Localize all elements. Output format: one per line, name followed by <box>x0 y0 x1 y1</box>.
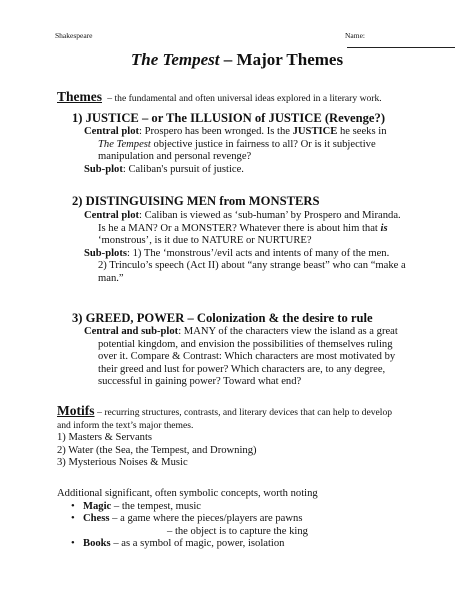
section2-sub-label: Sub-plots <box>84 247 127 259</box>
themes-definition <box>57 91 457 106</box>
themes-definition-text: – the fundamental and often universal ideas explored in a literary work. <box>107 93 382 104</box>
section3-heading: 3) GREED, POWER – Colonization & the desire to rule <box>72 311 373 325</box>
section3-central-label: Central and sub-plot <box>84 326 179 337</box>
section2-heading: 2) DISTINGUISING MEN from MONSTERS <box>72 194 320 208</box>
section3-line2: potential kingdom, and envision the possibilities of themselves ruling <box>98 338 393 350</box>
motifs-term: Motifs <box>57 403 95 418</box>
concept-chess-continued: – the object is to capture the king <box>167 525 308 537</box>
title-rest: – Major Themes <box>219 50 344 69</box>
section3-line1: Central and sub-plot: MANY of the characters view the island as a great <box>84 326 398 337</box>
section2-central-label: Central plot <box>84 210 140 221</box>
section1-central-line2: The Tempest objective justice in fairness to all? Or is it subjective <box>98 138 376 150</box>
name-blank-line <box>347 40 455 48</box>
motifs-block <box>57 405 462 470</box>
section2-body <box>84 210 464 286</box>
motif-item: 3) Mysterious Noises & Music <box>57 457 188 469</box>
section1-central-line1: Central plot: Prospero has been wronged. Is the JUSTICE he seeks in <box>84 126 387 137</box>
section2-central-line1: Central plot: Caliban is viewed as ‘sub-human’ by Prospero and Miranda. <box>84 210 401 221</box>
section2-central-line2: Is he a MAN? Or a MONSTER? Whatever there is about him that is <box>98 222 388 234</box>
name-field <box>345 31 455 50</box>
section1-central-label: Central plot <box>84 126 140 137</box>
page-header <box>55 31 444 43</box>
section1-body <box>84 126 464 176</box>
themes-term: Themes <box>57 89 102 104</box>
section3-body <box>84 326 464 389</box>
section1-subplot: Sub-plot: Caliban's pursuit of justice. <box>84 163 244 175</box>
section2-central-line3: ‘monstrous’, is it due to NATURE or NURTURE? <box>98 235 312 247</box>
section1-sub-label: Sub-plot <box>84 163 123 175</box>
section1-central-line3: manipulation and personal revenge? <box>98 151 252 163</box>
additional-block <box>57 488 462 551</box>
section2-subplot-line3: man.” <box>98 272 124 284</box>
bullet-icon: • <box>71 538 75 550</box>
section1-heading: 1) JUSTICE – or The ILLUSION of JUSTICE (Revenge?) <box>72 111 386 125</box>
bullet-icon: • <box>71 513 75 525</box>
bullet-icon: • <box>71 500 75 512</box>
section3-line5: successful in gaining power? Toward what end? <box>98 376 302 388</box>
additional-intro: Additional significant, often symbolic concepts, worth noting <box>57 488 318 499</box>
course-name: Shakespeare <box>55 31 93 40</box>
name-label: Name: <box>345 31 365 40</box>
concept-chess: • Chess – a game where the pieces/players are pawns <box>71 513 303 525</box>
title-play-name: The Tempest <box>130 50 220 69</box>
motif-item: 2) Water (the Sea, the Tempest, and Drowning) <box>57 444 257 456</box>
motifs-definition-line2: and inform the text’s major themes. <box>57 419 194 431</box>
concept-books: • Books – as a symbol of magic, power, isolation <box>71 538 285 550</box>
concept-magic: • Magic – the tempest, music <box>71 500 201 512</box>
motif-item: 1) Masters & Servants <box>57 432 153 444</box>
motifs-definition-line1: Motifs – recurring structures, contrasts, and literary devices that can help to develop <box>57 403 393 418</box>
section3-line4: their greed and lust for power? Which characters are, to any degree, <box>98 363 386 375</box>
page-title <box>0 50 474 70</box>
section2-subplot-line2: 2) Trinculo’s speech (Act II) about “any strange beast” who can “make a <box>98 260 406 272</box>
section2-subplot-line1: Sub-plots: 1) The ‘monstrous’/evil acts and intents of many of the men. <box>84 247 390 259</box>
section3-line3: over it. Compare & Contrast: Which characters are most motivated by <box>98 351 396 363</box>
